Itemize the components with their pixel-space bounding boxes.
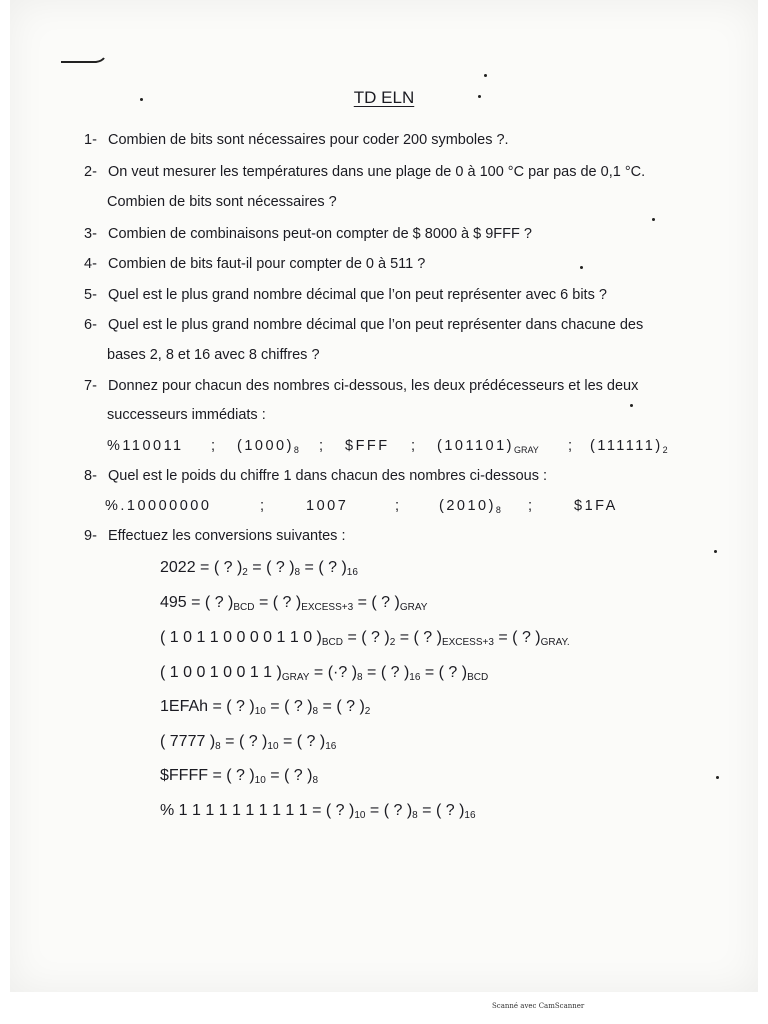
question-text: Combien de combinaisons peut-on compter de $ 8000 à $ 9FFF ? [108,226,532,242]
separator: ; [411,438,418,454]
q8-number-2: 1007 [306,498,349,514]
question-number: 3- [84,226,97,242]
question-text: On veut mesurer les températures dans une plage de 0 à 100 °C par pas de 0,1 °C. [108,164,646,180]
question-number: 5- [84,287,97,303]
q8-number-4: $1FA [574,498,618,514]
bottom-margin [0,992,768,1024]
paper-sheet [10,0,758,992]
pen-mark-icon [60,56,106,66]
question-number: 1- [84,132,97,148]
page-title: TD ELN [353,88,415,107]
q8-number-1: %.10000000 [105,498,212,514]
question-text-continued: Combien de bits sont nécessaires ? [107,194,337,210]
question-text: Quel est le plus grand nombre décimal que l’on peut représenter avec 6 bits ? [108,287,607,303]
question-text: Effectuez les conversions suivantes : [108,528,346,544]
conversion-line: 2022 = ( ? )$_2$ = ( ? )$_8$ = ( ? )$_{16}$ [160,559,358,578]
question-number: 9- [84,528,97,544]
scan-speck [630,404,633,407]
scan-speck [714,550,717,553]
conversion-line: % 1 1 1 1 1 1 1 1 1 1 = ( ? )$_{10}$ = ( ? )$_8$ = ( ? )$_{16}$ [160,802,476,821]
scan-speck [652,218,655,221]
question-number: 6- [84,317,97,333]
question-text: Combien de bits sont nécessaires pour coder 200 symboles ?. [108,132,509,148]
conversion-line: 495 = ( ? )$_{BCD}$ = ( ? )$_{EXCESS+3}$ = ( ? )$_{GRAY}$ [160,594,428,613]
q7-number-3: $FFF [345,438,390,454]
question-number: 4- [84,256,97,272]
separator: ; [395,498,402,514]
scan-speck [716,776,719,779]
conversion-line: 1EFAh = ( ? )$_{10}$ = ( ? )$_8$ = ( ? )$_2$ [160,698,371,717]
question-text: Quel est le plus grand nombre décimal que l’on peut représenter dans chacune des [108,317,644,333]
question-text-continued: bases 2, 8 et 16 avec 8 chiffres ? [107,347,320,363]
q7-number-1: %110011 [107,438,184,454]
question-text: Combien de bits faut-il pour compter de 0 à 511 ? [108,256,426,272]
question-text: Quel est le poids du chiffre 1 dans chacun des nombres ci-dessous : [108,468,548,484]
question-number: 7- [84,378,97,394]
scan-speck [478,95,481,98]
question-number: 2- [84,164,97,180]
question-number: 8- [84,468,97,484]
separator: ; [260,498,267,514]
question-text: Donnez pour chacun des nombres ci-dessous, les deux prédécesseurs et les deux [108,378,639,394]
conversion-line: ( 7777 )$_8$ = ( ? )$_{10}$ = ( ? )$_{16}$ [160,733,337,752]
q7-number-4: $(101101)_{GRAY}$ [437,438,539,455]
q7-number-2: $(1000)_8$ [237,438,302,455]
conversion-line: ( 1 0 0 1 0 0 1 1 )$_{GRAY}$ = (·? )$_8$ = ( ? )$_{16}$ = ( ? )$_{BCD}$ [160,664,489,683]
separator: ; [568,438,575,454]
scan-speck [580,266,583,269]
q8-number-3: $(2010)_8$ [439,498,504,515]
separator: ; [319,438,326,454]
scan-speck [140,98,143,101]
question-text-continued: successeurs immédiats : [107,407,266,423]
scan-speck [484,74,487,77]
conversion-line: ( 1 0 1 1 0 0 0 0 1 1 0 )$_{BCD}$ = ( ? )$_2$ = ( ? )$_{EXCESS+3}$ = ( ? )$_{GRAY.}$ [160,629,570,648]
footer-scanner-note: Scanné avec CamScanner [492,1002,585,1010]
conversion-line: $FFFF = ( ? )$_{10}$ = ( ? )$_8$ [160,767,319,786]
q7-number-5: $(111111)_2$ [590,438,671,455]
separator: ; [211,438,218,454]
separator: ; [528,498,535,514]
